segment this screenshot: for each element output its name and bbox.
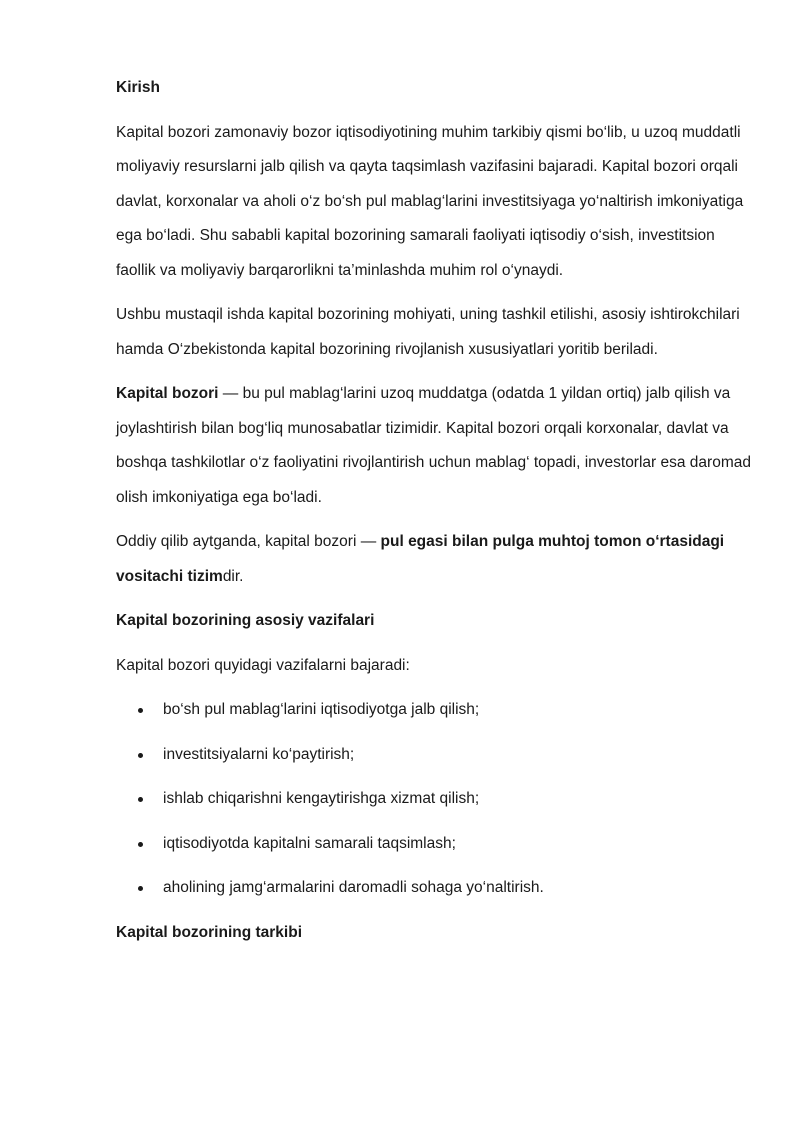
- heading-functions: Kapital bozorining asosiy vazifalari: [116, 612, 375, 629]
- definition-text: — bu pul mablag‘larini uzoq muddatga (odatda 1 yildan ortiq) jalb qilish va joylashtirish bilan bog‘liq munosabatlar tizimidir. Kapital bozori orqali korxonalar, davlat va boshqa tashkilotlar o‘z faoliyatini rivojlantirish uchun mablag‘ topadi, investorlar esa daromad olish imkoniyatiga ega bo‘ladi.: [116, 385, 751, 506]
- list-item: [116, 738, 756, 773]
- intro-paragraph-2: Ushbu mustaqil ishda kapital bozorining mohiyati, uning tashkil etilishi, asosiy ishtirokchilari hamda O‘zbekistonda kapital bozorining rivojlanish xususiyatlari yoritib beriladi.: [116, 306, 740, 358]
- list-item: [116, 871, 756, 906]
- functions-list: [116, 693, 756, 906]
- list-item-text: iqtisodiyotda kapitalni samarali taqsimlash;: [163, 834, 456, 852]
- list-item-text: ishlab chiqarishni kengaytirishga xizmat qilish;: [163, 790, 480, 807]
- simple-paragraph: [116, 525, 756, 594]
- definition-paragraph: [116, 377, 756, 515]
- heading-kirish: Kirish: [116, 79, 160, 96]
- intro-paragraph-1: Kapital bozori zamonaviy bozor iqtisodiyotining muhim tarkibiy qismi bo‘lib, u uzoq muddatli moliyaviy resurslarni jalb qilish va qayta taqsimlash vazifasini bajaradi. Kapital bozori orqali davlat, korxonalar va aholi o‘z bo‘sh pul mablag‘larini investitsiyaga yo‘naltirish imkoniyatiga ega bo‘ladi. Shu sababli kapital bozorining samarali faoliyati iqtisodiy o‘sish, investitsion faollik va moliyaviy barqarorlikni ta’minlashda muhim rol o‘ynaydi.: [116, 123, 744, 279]
- document-body: [116, 71, 756, 950]
- list-item-text: aholining jamg‘armalarini daromadli sohaga yo‘naltirish.: [163, 879, 544, 896]
- bullet-icon: [138, 753, 143, 758]
- simple-suffix: dir.: [222, 567, 244, 585]
- list-item: [116, 693, 756, 728]
- list-item-text: investitsiyalarni ko‘paytirish;: [163, 745, 355, 763]
- heading-structure: Kapital bozorining tarkibi: [116, 923, 303, 941]
- simple-bold: pul egasi bilan pulga muhtoj tomon o‘rtasidagi vositachi tizim: [116, 533, 725, 585]
- bullet-icon: [138, 886, 143, 891]
- list-item: [116, 827, 756, 862]
- list-item-text: bo‘sh pul mablag‘larini iqtisodiyotga jalb qilish;: [163, 701, 480, 718]
- bullet-icon: [138, 797, 143, 802]
- functions-lead: Kapital bozori quyidagi vazifalarni bajaradi:: [116, 656, 410, 674]
- bullet-icon: [138, 842, 143, 847]
- definition-term: Kapital bozori: [116, 385, 219, 402]
- list-item: [116, 782, 756, 817]
- simple-prefix: Oddiy qilib aytganda, kapital bozori —: [116, 533, 381, 550]
- bullet-icon: [138, 708, 143, 713]
